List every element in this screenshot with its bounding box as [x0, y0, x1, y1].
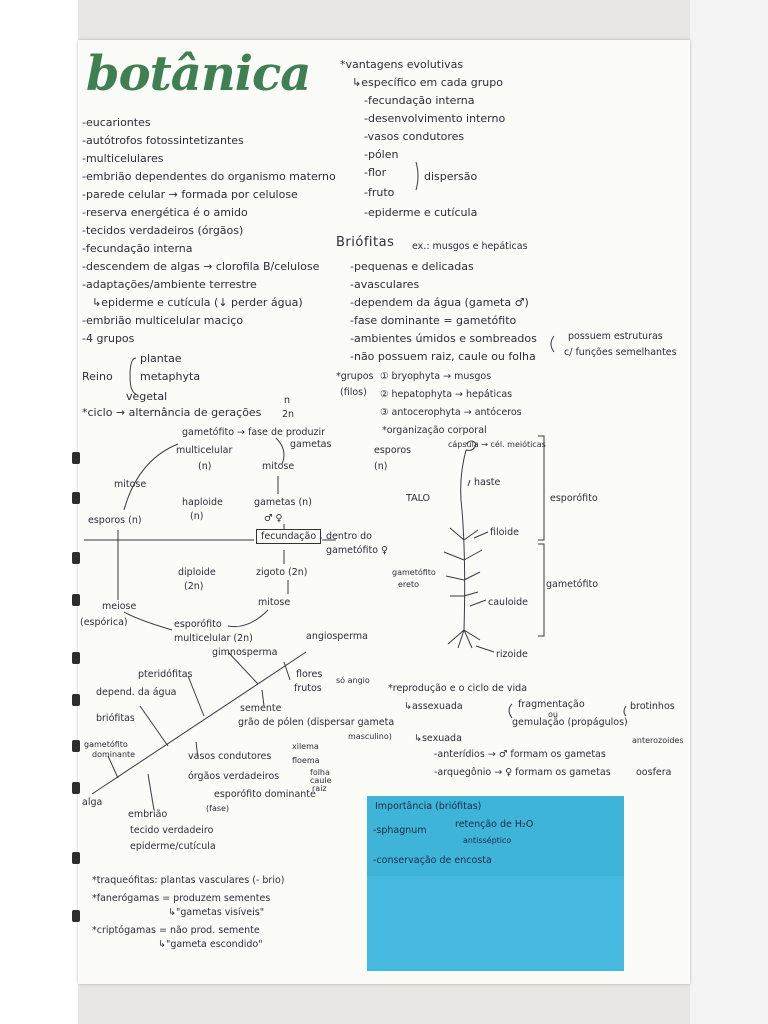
floema-label: floema [292, 756, 320, 765]
rizoide-label: rizoide [496, 649, 528, 660]
esporos-n-label: (n) [374, 461, 388, 472]
conservacao-label: -conservação de encosta [373, 855, 492, 866]
note-traqueofitas: *traqueófitas: plantas vasculares (- brio) [92, 875, 285, 886]
embriao-label: embrião [128, 809, 168, 820]
haploide-label: haploide [182, 497, 223, 508]
gametas-label: gametas [290, 439, 332, 450]
list-item: -descendem de algas → clorofila B/celulose [82, 260, 320, 273]
filoide-label: filoide [490, 527, 519, 538]
spiral-ring [72, 740, 80, 752]
note-criptogamas: *criptógamas = não prod. semente [92, 925, 260, 936]
possuem-label: c/ funções semelhantes [564, 347, 677, 358]
diploide-label: diploide [178, 567, 216, 578]
gemulacao-label: gemulação (propágulos) [512, 717, 628, 728]
grupo-item: ② hepatophyta → hepáticas [380, 389, 513, 400]
diploide-2n-label: (2n) [184, 581, 204, 592]
spiral-ring [72, 452, 80, 464]
multicelular-label: multicelular [176, 445, 233, 456]
dispersao-label: dispersão [424, 170, 478, 183]
importancia-title: Importância (briófitas) [375, 801, 482, 812]
organizacao-label: *organização corporal [382, 425, 487, 436]
ou-label: ou [548, 710, 558, 719]
spiral-ring [72, 492, 80, 504]
fecundacao-box: fecundação [256, 529, 321, 544]
esporos-label: esporos (n) [88, 515, 142, 526]
mitose-label: mitose [262, 461, 295, 472]
caule-label: caule [310, 776, 332, 785]
oosfera-label: oosfera [636, 767, 672, 778]
gametofito-f-label: gametófito ♀ [326, 545, 388, 556]
briofita-item: -não possuem raiz, caule ou folha [350, 350, 536, 363]
list-item: -autótrofos fotossintetizantes [82, 134, 244, 147]
fragmentacao-label: fragmentação [518, 699, 585, 710]
filos-label: (filos) [340, 387, 367, 398]
raiz-label: raiz [312, 784, 327, 793]
gametofito-ereto-label: gametófito [392, 568, 436, 577]
background-page-left [0, 0, 78, 1024]
reino-label: Reino [82, 370, 113, 383]
grupo-item: ① bryophyta → musgos [380, 371, 492, 382]
note-fanerogamas: *fanerógamas = produzem sementes [92, 893, 271, 904]
spiral-ring [72, 782, 80, 794]
spiral-ring [72, 552, 80, 564]
spiral-ring [72, 694, 80, 706]
esporica-label: (espórica) [80, 617, 128, 628]
orgaos-label: órgãos verdadeiros [188, 771, 280, 782]
flores-label: flores [296, 669, 323, 680]
cauloide-label: cauloide [488, 597, 529, 608]
mitose-label: mitose [114, 479, 147, 490]
briofita-item: -dependem da água (gameta ♂) [350, 296, 529, 309]
sphagnum-label: -sphagnum [373, 825, 427, 836]
spiral-ring [72, 852, 80, 864]
vantagens-sub: ↳específico em cada grupo [352, 76, 503, 89]
folha-label: folha [310, 768, 330, 777]
possuem-label: possuem estruturas [568, 331, 663, 342]
ciclo-n: n [284, 395, 291, 406]
briofitas-label: briófitas [96, 713, 135, 724]
list-item: -tecidos verdadeiros (órgãos) [82, 224, 244, 237]
vantagem-item: -fecundação interna [364, 94, 475, 107]
so-angio-label: só angio [336, 676, 370, 685]
page-title: botânica [86, 46, 311, 102]
semente-label: semente [240, 703, 282, 714]
tecido-label: tecido verdadeiro [130, 825, 214, 836]
list-item: -reserva energética é o amido [82, 206, 248, 219]
vantagem-item: -fruto [364, 186, 395, 199]
vantagem-item: -flor [364, 166, 387, 179]
vantagem-item: -pólen [364, 148, 399, 161]
grupo-item: ③ antocerophyta → antóceros [380, 407, 522, 418]
briofita-item: -ambientes úmidos e sombreados [350, 332, 537, 345]
list-item: -fecundação interna [82, 242, 193, 255]
list-item: -adaptações/ambiente terrestre [82, 278, 257, 291]
capsula-label: cápsula → cél. meióticas [448, 440, 546, 449]
depend-agua-label: depend. da água [96, 687, 177, 698]
zigoto-label: zigoto (2n) [256, 567, 308, 578]
list-item: -eucariontes [82, 116, 151, 129]
haploide-n-label: (n) [190, 511, 204, 522]
reino-item: plantae [140, 352, 182, 365]
briofita-item: -fase dominante = gametófito [350, 314, 517, 327]
gimnosperma-label: gimnosperma [212, 647, 278, 658]
background-page-right [690, 0, 768, 1024]
mitose-label: mitose [258, 597, 291, 608]
gametofito-label: gametófito → fase de produzir [182, 427, 326, 438]
masculino-label: masculino) [348, 732, 392, 741]
fase-label: (fase) [206, 804, 230, 813]
list-item: -multicelulares [82, 152, 164, 165]
briofita-item: -pequenas e delicadas [350, 260, 474, 273]
vasos-label: vasos condutores [188, 751, 272, 762]
meiose-label: meiose [102, 601, 137, 612]
gametofito-moss-label: gametófito [546, 579, 599, 590]
sexuada-label: ↳sexuada [414, 733, 462, 744]
arquegonio-label: -arquegônio → ♀ formam os gametas [434, 767, 611, 778]
gametofito-dom-label: gametófito [84, 740, 128, 749]
anterozoides-label: anterozoides [632, 736, 684, 745]
ciclo-2n: 2n [282, 409, 295, 420]
list-item: -4 grupos [82, 332, 135, 345]
briofita-item: -avasculares [350, 278, 420, 291]
briofitas-example: ex.: musgos e hepáticas [412, 241, 528, 252]
anteridios-label: -anterídios → ♂ formam os gametas [434, 749, 606, 760]
esporofito-moss-label: esporófito [550, 493, 598, 504]
esporofito-label: esporófito [174, 619, 222, 630]
spiral-ring [72, 910, 80, 922]
vantagem-item: -epiderme e cutícula [364, 206, 478, 219]
list-item: -embrião multicelular maciço [82, 314, 244, 327]
reproducao-header: *reprodução e o ciclo de vida [388, 683, 528, 694]
reino-item: metaphyta [140, 370, 201, 383]
alga-label: alga [82, 797, 103, 808]
note-gameta-escondido: ↳"gameta escondido" [158, 939, 263, 950]
list-item: -embrião dependentes do organismo materno [82, 170, 336, 183]
haste-label: haste [474, 477, 501, 488]
grao-polen-label: grão de pólen (dispersar gameta [238, 717, 395, 728]
grupos-label: *grupos [336, 371, 374, 382]
assexuada-label: ↳assexuada [404, 701, 463, 712]
note-gametas-visiveis: ↳"gametas visíveis" [168, 907, 265, 918]
diagram-lines [78, 40, 690, 984]
briofitas-title: Briófitas [336, 235, 395, 250]
retencao-label: retenção de H₂O [455, 819, 534, 830]
talo-label: TALO [406, 493, 430, 504]
brotinhos-label: brotinhos [630, 701, 675, 712]
gametas-n-label: gametas (n) [254, 497, 312, 508]
list-item: -parede celular → formada por celulose [82, 188, 298, 201]
spiral-ring [72, 652, 80, 664]
notebook-page [78, 40, 690, 984]
spiral-ring [72, 594, 80, 606]
frutos-label: frutos [294, 683, 322, 694]
vantagem-item: -vasos condutores [364, 130, 465, 143]
dentro-label: dentro do [326, 531, 372, 542]
pteridofitas-label: pteridófitas [138, 669, 193, 680]
gametofito-dom-label: dominante [92, 750, 136, 759]
reino-item: vegetal [126, 390, 168, 403]
xilema-label: xilema [292, 742, 319, 751]
vantagem-item: -desenvolvimento interno [364, 112, 506, 125]
list-item: ↳epiderme e cutícula (↓ perder água) [92, 296, 303, 309]
esporofito-dom-label: esporófito dominante [214, 789, 316, 800]
vantagens-header: *vantagens evolutivas [340, 58, 464, 71]
angiosperma-label: angiosperma [306, 631, 368, 642]
esporos-moss-label: esporos [374, 445, 412, 456]
antisseptico-label: antisséptico [463, 836, 512, 845]
gametofito-ereto-label: ereto [398, 580, 419, 589]
esporofito-multi-label: multicelular (2n) [174, 633, 253, 644]
ciclo-label: *ciclo → alternância de gerações [82, 406, 262, 419]
n-label: (n) [198, 461, 212, 472]
epiderme-label: epiderme/cutícula [130, 841, 216, 852]
gender-symbols: ♂ ♀ [264, 513, 283, 524]
